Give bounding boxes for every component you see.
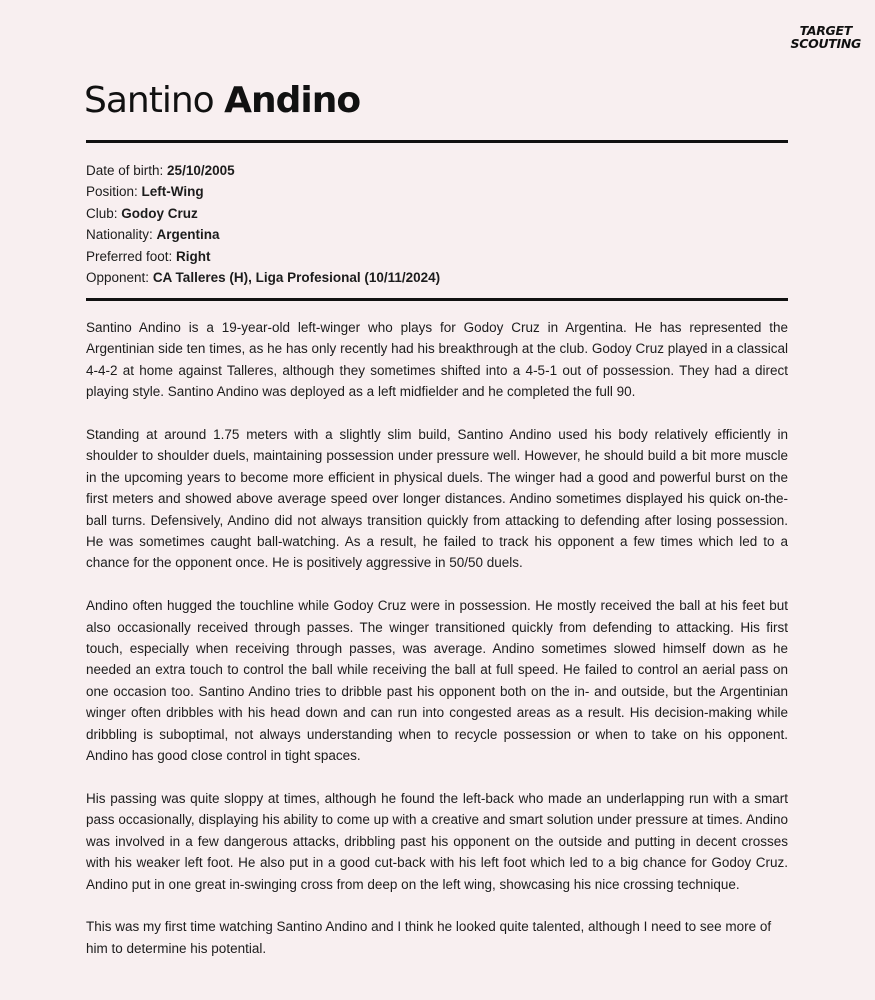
info-value: Left-Wing [141,184,204,200]
scouting-report [86,317,788,959]
info-date-of-birth [86,160,788,181]
info-position [86,181,788,202]
bottom-divider [86,298,788,301]
info-value: CA Talleres (H), Liga Profesional (10/11/2024) [152,270,441,286]
info-label: Nationality: [86,227,157,243]
info-value: Godoy Cruz [121,205,198,221]
info-label: Position: [86,184,142,200]
player-info [86,160,788,288]
info-nationality [86,224,788,245]
info-value: Right [176,248,211,264]
brand-logo-line-1: TARGET [799,23,852,38]
info-value: 25/10/2005 [167,163,235,178]
player-last-name: Andino [224,80,361,121]
top-divider [86,140,788,143]
info-label: Preferred foot: [86,248,177,264]
info-label: Opponent: [86,270,153,286]
player-name-heading [84,74,360,128]
info-opponent [86,267,788,288]
report-paragraph: This was my first time watching Santino Andino and I think he looked quite talented, although I need to see more of him to determine his potential. [86,919,772,956]
report-paragraph: Andino often hugged the touchline while Godoy Cruz were in possession. He mostly received the ball at his feet but also occasionally received through passes. The winger transitioned quickly from defending to attacking. His first touch, especially when receiving through passes, was average. Andino sometimes slowed himself down as he needed an extra touch to control the ball while receiving the ball at full speed. He failed to control an aerial pass on one occasion too. Santino Andino tries to dribble past his opponent both on the in- and outside, but the Argentinian winger often dribbles with his head down and can run into congested areas as a result. His decision-making while dribbling is suboptimal, not always understanding when to recycle possession or when to take on his opponent. Andino has good close control in tight spaces. [86,598,788,764]
player-first-name: Santino [84,80,214,121]
info-value: Argentina [156,227,220,243]
report-paragraph: Santino Andino is a 19-year-old left-winger who plays for Godoy Cruz in Argentina. He has represented the Argentinian side ten times, as he has only recently had his breakthrough at the club. Godoy Cruz played in a classical 4-4-2 at home against Talleres, although they sometimes shifted into a 4-5-1 out of possession. They had a direct playing style. Santino Andino was deployed as a left midfielder and he completed the full 90. [86,320,788,400]
brand-logo [791,24,861,50]
report-paragraph: His passing was quite sloppy at times, although he found the left-back who made an underlapping run with a smart pass occasionally, displaying his ability to come up with a creative and smart solution under pressure at times. Andino was involved in a few dangerous attacks, dribbling past his opponent on the outside and putting in decent crosses with his weaker left foot. He also put in a good cut-back with his left foot which led to a big chance for Godoy Cruz. Andino put in one great in-swinging cross from deep on the left wing, showcasing his nice crossing technique. [86,790,788,892]
info-club [86,203,788,224]
report-paragraph: Standing at around 1.75 meters with a slightly slim build, Santino Andino used his body relatively efficiently in shoulder to shoulder duels, maintaining possession under pressure well. However, he should build a bit more muscle in the upcoming years to become more efficient in physical duels. The winger had a good and powerful burst on the first meters and showed above average speed over longer distances. Andino sometimes displayed his quick on-the-ball turns. Defensively, Andino did not always transition quickly from attacking to defending after losing possession. He was sometimes caught ball-watching. As a result, he failed to track his opponent a few times which led to a chance for the opponent once. He is positively aggressive in 50/50 duels. [86,427,788,571]
info-preferred-foot [86,246,788,267]
info-label: Date of birth: [86,163,168,178]
info-label: Club: [86,205,122,221]
brand-logo-line-2: SCOUTING [790,36,861,51]
